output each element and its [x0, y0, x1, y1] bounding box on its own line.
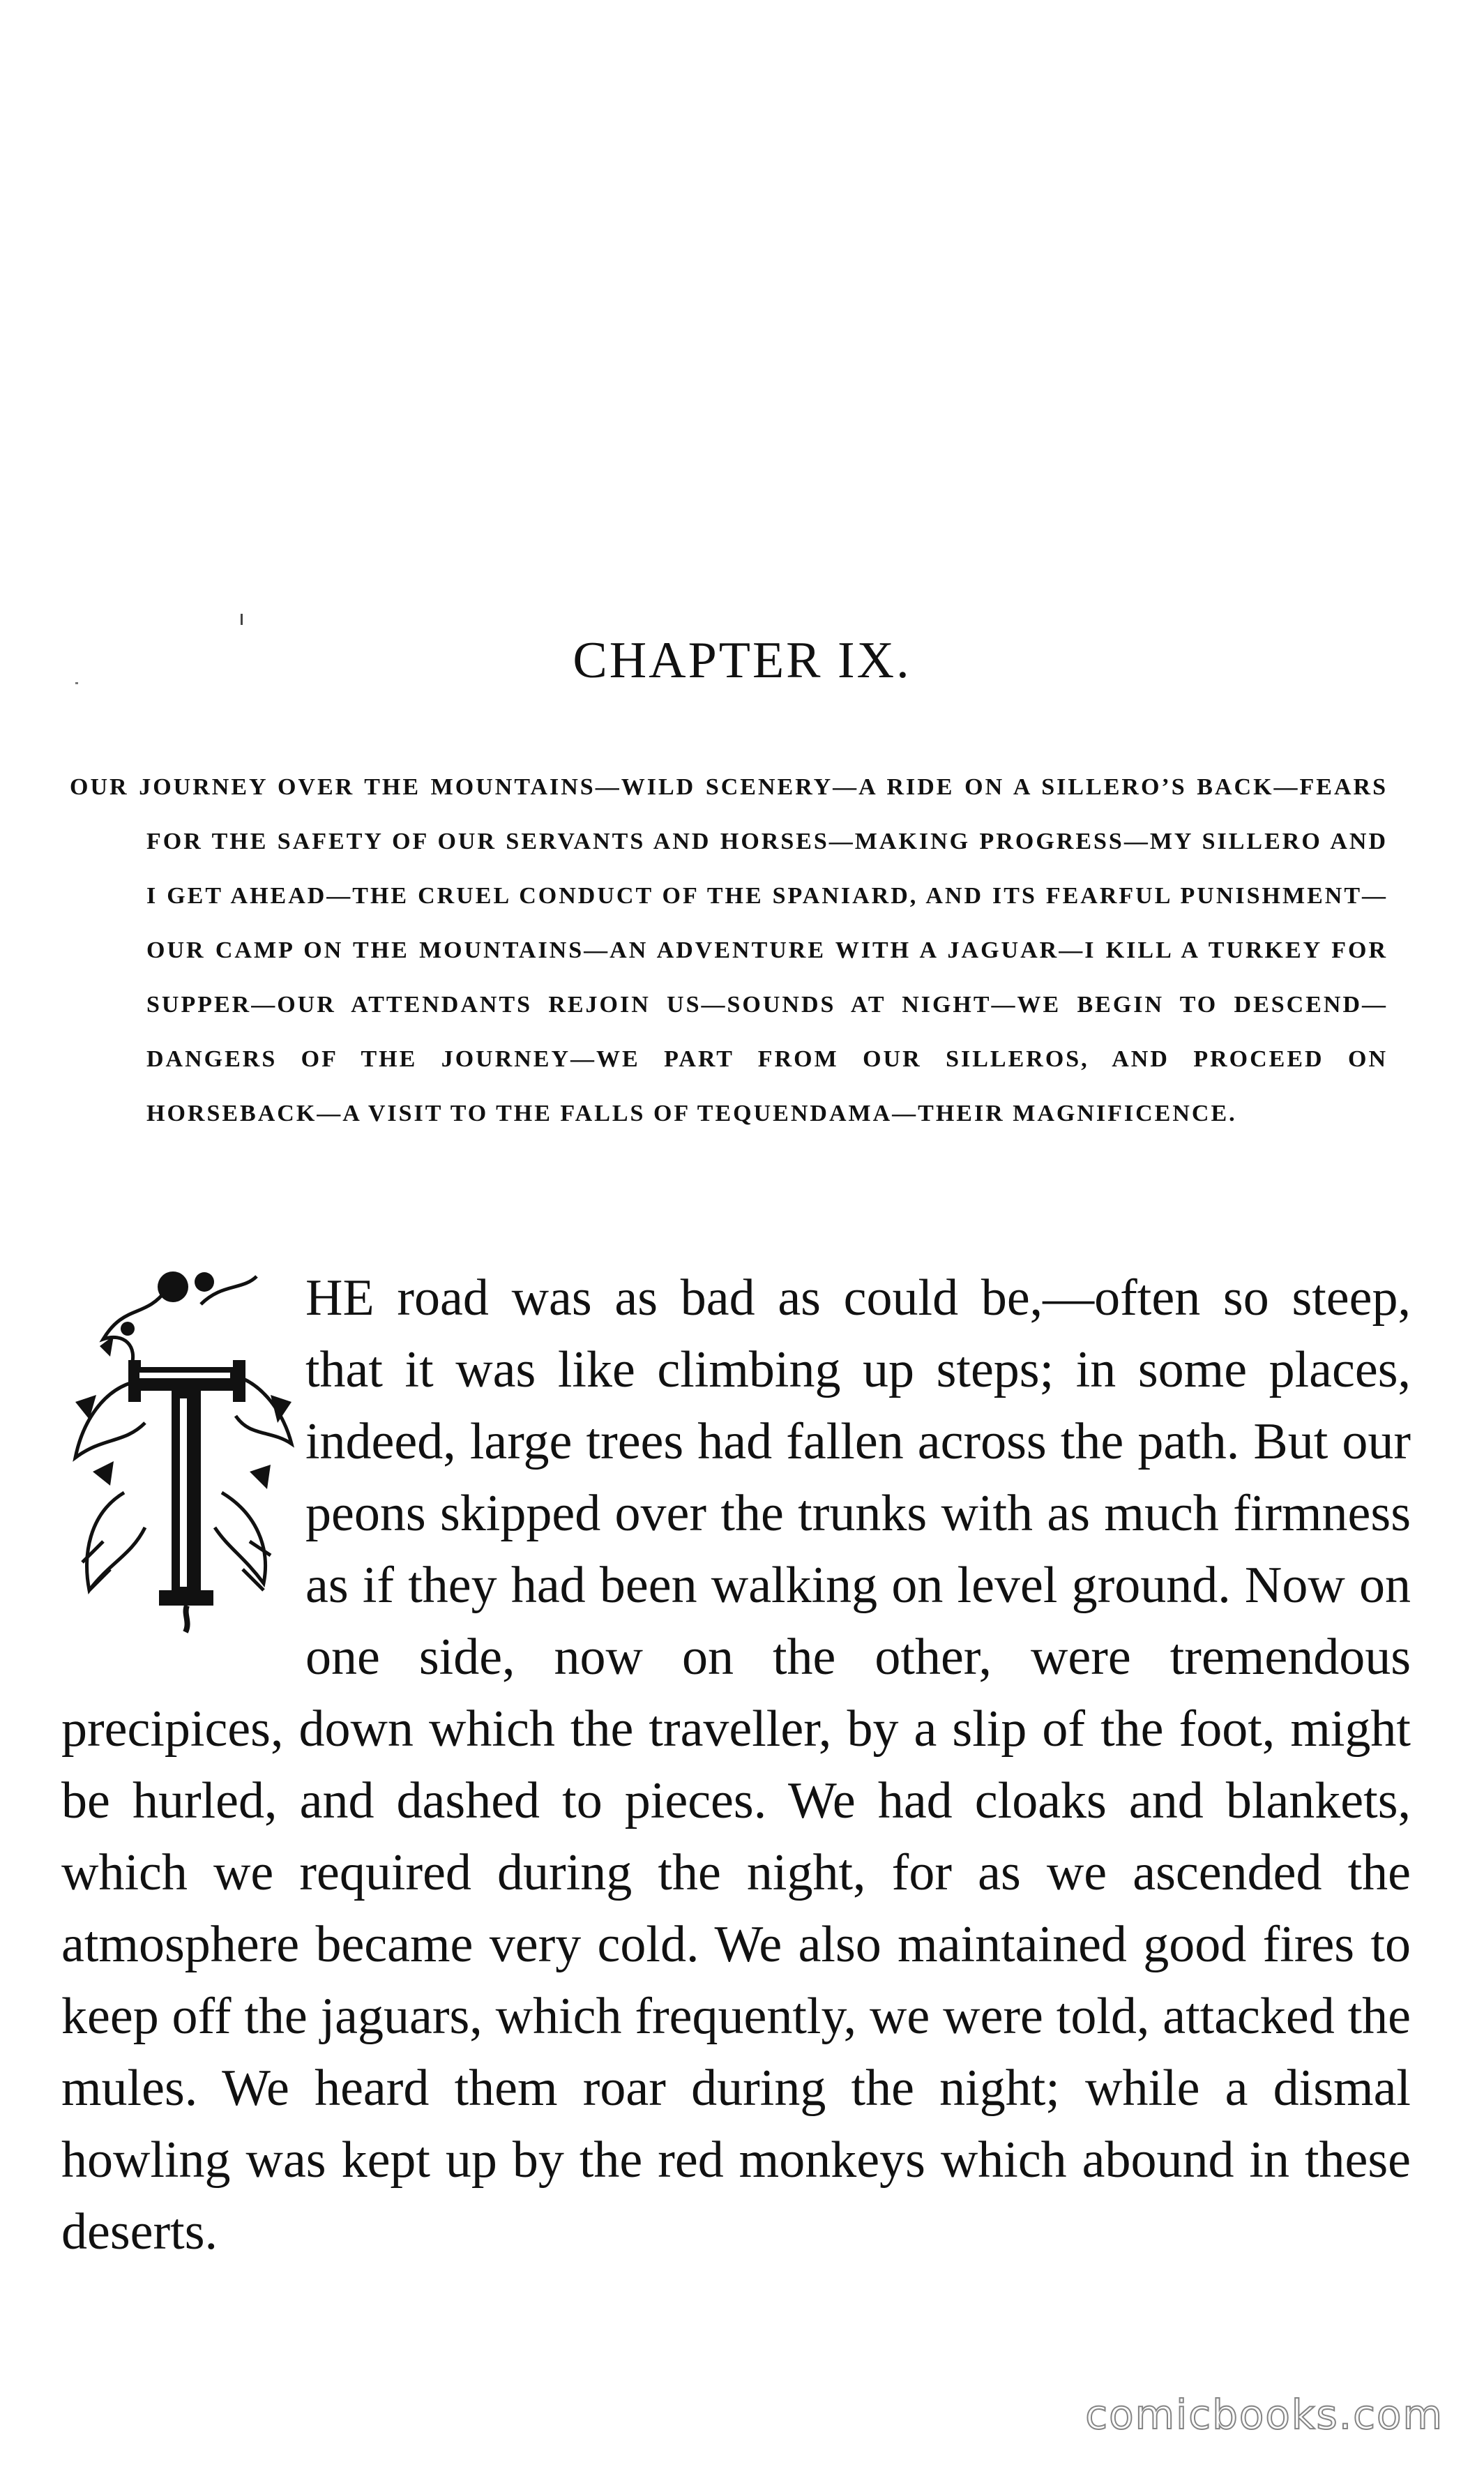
site-watermark: comicbooks.com — [1085, 2391, 1444, 2438]
body-paragraph: HE road was as bad as could be,—often so steep, that it was like climbing up steps; in some places, indeed, large trees had fallen across the path. But our peons skipped over the trunks with as much firmness as if they had been walking on level ground. Now on one side, now on the other, were tremendous precipices, down which the traveller, by a slip of the foot, might be hurled, and dashed to pieces. We had cloaks and blankets, which we required during the night, for as we ascended the atmosphere became very cold. We also maintained good fires to keep off the jaguars, which frequently, we were told, attacked the mules. We heard them roar during the night; while a dismal howling was kept up by the red monkeys which abound in these deserts. — [61, 1269, 1411, 2261]
chapter-summary: OUR JOURNEY OVER THE MOUNTAINS—WILD SCENERY—A RIDE ON A SILLERO’S BACK—FEARS FOR THE SAFETY OF OUR SERVANTS AND HORSES—MAKING PROGRESS—MY SILLERO AND I GET AHEAD—THE CRUEL CONDUCT OF THE SPANIARD, AND ITS FEARFUL PUNISHMENT—OUR CAMP ON THE MOUNTAINS—AN ADVENTURE WITH A JAGUAR—I KILL A TURKEY FOR SUPPER—OUR ATTENDANTS REJOIN US—SOUNDS AT NIGHT—WE BEGIN TO DESCEND—DANGERS OF THE JOURNEY—WE PART FROM OUR SILLEROS, AND PROCEED ON HORSEBACK—A VISIT TO THE FALLS OF TEQUENDAMA—THEIR MAGNIFICENCE. — [70, 774, 1388, 1126]
ornamental-drop-cap — [61, 1262, 298, 1639]
chapter-body — [61, 1262, 1411, 2268]
print-mark — [241, 614, 243, 625]
drop-cap-ornament-icon — [61, 1262, 298, 1639]
chapter-heading: CHAPTER IX. — [573, 632, 911, 689]
